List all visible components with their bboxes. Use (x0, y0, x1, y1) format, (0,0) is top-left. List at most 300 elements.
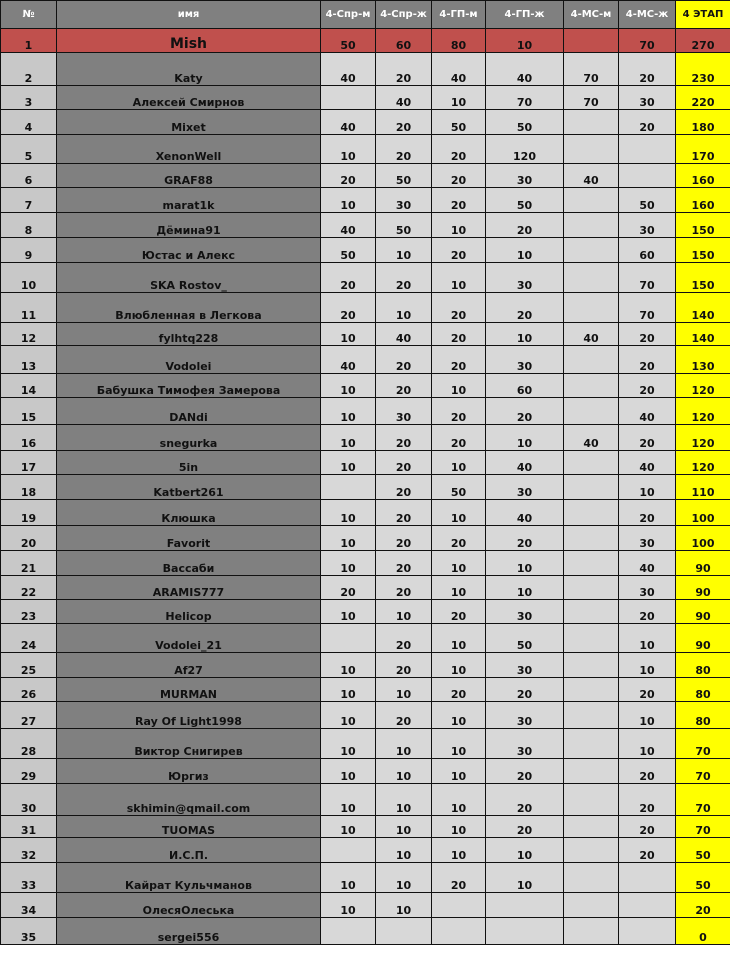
score-cell: 20 (432, 293, 486, 323)
player-name: Vodolei_21 (57, 624, 321, 653)
score-cell: 10 (321, 323, 376, 346)
player-name: sergei556 (57, 918, 321, 945)
table-row (1, 918, 730, 945)
score-cell: 10 (619, 653, 676, 678)
stage-total: 80 (676, 678, 730, 702)
stage-total: 150 (676, 238, 730, 263)
table-row (1, 729, 730, 759)
header-col-4: 4-ГП-ж (486, 1, 564, 29)
header-col-5: 4-МС-м (564, 1, 619, 29)
stage-total: 90 (676, 551, 730, 576)
row-number: 8 (1, 213, 57, 238)
score-cell: 10 (486, 238, 564, 263)
score-cell: 20 (619, 759, 676, 784)
score-cell: 40 (321, 213, 376, 238)
score-cell: 50 (432, 110, 486, 135)
score-cell: 20 (432, 238, 486, 263)
score-cell: 10 (376, 729, 432, 759)
table-row (1, 759, 730, 784)
score-cell: 70 (564, 86, 619, 110)
score-cell: 20 (619, 323, 676, 346)
score-cell: 10 (376, 784, 432, 816)
score-cell: 20 (432, 600, 486, 624)
player-name: Helicop (57, 600, 321, 624)
header-col-3: 4-ГП-м (432, 1, 486, 29)
row-number: 2 (1, 53, 57, 86)
score-cell: 10 (321, 702, 376, 729)
score-cell (619, 135, 676, 164)
player-name: marat1k (57, 188, 321, 213)
stage-total: 70 (676, 759, 730, 784)
row-number: 35 (1, 918, 57, 945)
score-cell: 10 (432, 759, 486, 784)
score-cell: 40 (564, 425, 619, 451)
score-cell (564, 213, 619, 238)
table-row (1, 323, 730, 346)
score-cell: 10 (432, 500, 486, 526)
score-cell: 20 (619, 600, 676, 624)
score-cell (619, 164, 676, 188)
score-cell: 60 (376, 29, 432, 53)
table-row (1, 576, 730, 600)
stage-total: 150 (676, 213, 730, 238)
score-cell: 50 (486, 188, 564, 213)
player-name: TUOMAS (57, 816, 321, 838)
row-number: 29 (1, 759, 57, 784)
score-cell: 120 (486, 135, 564, 164)
score-cell: 10 (321, 551, 376, 576)
table-row (1, 86, 730, 110)
table-row (1, 475, 730, 500)
row-number: 26 (1, 678, 57, 702)
score-cell: 20 (486, 816, 564, 838)
score-cell: 70 (564, 53, 619, 86)
stage-total: 160 (676, 188, 730, 213)
score-cell (564, 500, 619, 526)
player-name: Виктор Снигирев (57, 729, 321, 759)
player-name: Af27 (57, 653, 321, 678)
score-cell: 40 (619, 451, 676, 475)
score-cell: 50 (486, 110, 564, 135)
score-cell: 20 (619, 678, 676, 702)
table-row (1, 398, 730, 425)
score-cell: 10 (432, 784, 486, 816)
score-cell: 20 (321, 293, 376, 323)
stage-total: 140 (676, 323, 730, 346)
score-cell (321, 86, 376, 110)
score-cell: 20 (432, 526, 486, 551)
stage-total: 120 (676, 398, 730, 425)
score-cell: 10 (432, 86, 486, 110)
score-cell: 10 (321, 729, 376, 759)
score-cell (619, 918, 676, 945)
score-cell (619, 863, 676, 893)
score-cell: 30 (376, 398, 432, 425)
score-cell: 10 (321, 188, 376, 213)
score-cell: 20 (376, 451, 432, 475)
score-cell: 30 (376, 188, 432, 213)
table-row (1, 238, 730, 263)
player-name: fylhtq228 (57, 323, 321, 346)
stage-total: 70 (676, 729, 730, 759)
table-row (1, 135, 730, 164)
score-cell: 10 (321, 653, 376, 678)
score-cell: 40 (619, 551, 676, 576)
row-number: 7 (1, 188, 57, 213)
row-number: 25 (1, 653, 57, 678)
stage-total: 20 (676, 893, 730, 918)
score-cell (564, 838, 619, 863)
score-cell: 20 (486, 293, 564, 323)
score-cell: 20 (619, 425, 676, 451)
score-cell (432, 918, 486, 945)
score-cell: 20 (376, 135, 432, 164)
stage-total: 90 (676, 576, 730, 600)
stage-total: 90 (676, 600, 730, 624)
score-cell: 50 (321, 29, 376, 53)
stage-total: 180 (676, 110, 730, 135)
stage-total: 70 (676, 784, 730, 816)
score-cell: 40 (321, 53, 376, 86)
score-cell: 80 (432, 29, 486, 53)
score-cell: 60 (619, 238, 676, 263)
player-name: SKA Rostov_ (57, 263, 321, 293)
header-name: имя (57, 1, 321, 29)
score-cell: 10 (486, 863, 564, 893)
score-cell: 10 (432, 624, 486, 653)
row-number: 12 (1, 323, 57, 346)
header-row (1, 1, 730, 29)
row-number: 31 (1, 816, 57, 838)
score-cell: 10 (432, 263, 486, 293)
table-row (1, 293, 730, 323)
score-cell: 10 (432, 551, 486, 576)
score-cell (564, 863, 619, 893)
score-cell: 20 (376, 624, 432, 653)
row-number: 6 (1, 164, 57, 188)
score-cell: 30 (486, 600, 564, 624)
score-cell: 20 (432, 164, 486, 188)
score-cell (564, 475, 619, 500)
score-cell: 10 (321, 784, 376, 816)
score-cell (564, 816, 619, 838)
score-cell: 20 (432, 323, 486, 346)
score-cell: 20 (432, 188, 486, 213)
player-name: GRAF88 (57, 164, 321, 188)
row-number: 9 (1, 238, 57, 263)
score-cell: 50 (376, 213, 432, 238)
score-cell: 20 (376, 263, 432, 293)
score-cell: 20 (432, 425, 486, 451)
score-cell (321, 918, 376, 945)
score-cell: 40 (486, 500, 564, 526)
table-row (1, 29, 730, 53)
stage-total: 120 (676, 374, 730, 398)
score-cell: 40 (321, 110, 376, 135)
score-cell: 10 (321, 863, 376, 893)
row-number: 23 (1, 600, 57, 624)
table-row (1, 188, 730, 213)
score-cell: 40 (486, 451, 564, 475)
row-number: 28 (1, 729, 57, 759)
score-cell: 10 (376, 293, 432, 323)
score-cell: 20 (486, 678, 564, 702)
score-cell: 20 (376, 475, 432, 500)
row-number: 4 (1, 110, 57, 135)
score-cell: 20 (619, 784, 676, 816)
row-number: 30 (1, 784, 57, 816)
score-cell: 30 (486, 475, 564, 500)
player-name: Mish (57, 29, 321, 53)
player-name: Дёмина91 (57, 213, 321, 238)
score-cell: 30 (619, 576, 676, 600)
score-cell: 50 (619, 188, 676, 213)
score-cell: 10 (376, 759, 432, 784)
score-cell: 40 (321, 346, 376, 374)
row-number: 22 (1, 576, 57, 600)
score-cell: 20 (376, 425, 432, 451)
score-cell: 20 (321, 263, 376, 293)
score-cell (564, 346, 619, 374)
table-row (1, 863, 730, 893)
score-cell: 20 (376, 551, 432, 576)
player-name: Алексей Смирнов (57, 86, 321, 110)
stage-total: 170 (676, 135, 730, 164)
score-cell: 30 (486, 164, 564, 188)
player-name: Влюбленная в Легкова (57, 293, 321, 323)
score-cell: 20 (376, 500, 432, 526)
player-name: MURMAN (57, 678, 321, 702)
table-row (1, 346, 730, 374)
player-name: Вассаби (57, 551, 321, 576)
score-cell: 10 (321, 451, 376, 475)
table-row (1, 526, 730, 551)
score-cell (321, 624, 376, 653)
stage-total: 220 (676, 86, 730, 110)
score-cell: 20 (376, 653, 432, 678)
score-cell: 20 (376, 374, 432, 398)
stage-total: 160 (676, 164, 730, 188)
score-cell: 20 (486, 759, 564, 784)
score-cell: 10 (432, 702, 486, 729)
row-number: 13 (1, 346, 57, 374)
score-cell: 10 (321, 678, 376, 702)
stage-total: 110 (676, 475, 730, 500)
score-cell: 50 (432, 475, 486, 500)
row-number: 11 (1, 293, 57, 323)
table-row (1, 838, 730, 863)
player-name: ARAMIS777 (57, 576, 321, 600)
score-cell: 20 (432, 135, 486, 164)
score-cell: 20 (619, 53, 676, 86)
header-col-6: 4-МС-ж (619, 1, 676, 29)
row-number: 17 (1, 451, 57, 475)
score-cell: 20 (619, 110, 676, 135)
row-number: 16 (1, 425, 57, 451)
stage-total: 120 (676, 451, 730, 475)
stage-total: 130 (676, 346, 730, 374)
score-cell: 10 (432, 653, 486, 678)
stage-total: 80 (676, 653, 730, 678)
player-name: Бабушка Тимофея Замерова (57, 374, 321, 398)
table-row (1, 164, 730, 188)
score-cell: 20 (619, 838, 676, 863)
stage-total: 140 (676, 293, 730, 323)
score-cell (564, 135, 619, 164)
row-number: 10 (1, 263, 57, 293)
row-number: 21 (1, 551, 57, 576)
score-cell: 20 (432, 398, 486, 425)
score-cell: 10 (376, 678, 432, 702)
score-cell: 20 (376, 110, 432, 135)
score-cell (564, 551, 619, 576)
score-cell: 20 (619, 500, 676, 526)
score-cell: 40 (432, 53, 486, 86)
score-cell: 10 (376, 893, 432, 918)
score-cell: 20 (619, 346, 676, 374)
stage-total: 150 (676, 263, 730, 293)
score-cell: 10 (619, 729, 676, 759)
table-row (1, 263, 730, 293)
score-cell (486, 893, 564, 918)
header-col-2: 4-Спр-ж (376, 1, 432, 29)
score-cell: 10 (486, 425, 564, 451)
score-cell (564, 759, 619, 784)
score-cell: 10 (321, 398, 376, 425)
header-number: № (1, 1, 57, 29)
score-cell: 10 (432, 213, 486, 238)
stage-total: 70 (676, 816, 730, 838)
player-name: Клюшка (57, 500, 321, 526)
score-cell (564, 702, 619, 729)
score-cell (564, 576, 619, 600)
row-number: 5 (1, 135, 57, 164)
score-cell: 20 (321, 164, 376, 188)
stage-total: 90 (676, 624, 730, 653)
score-cell (564, 678, 619, 702)
player-name: И.С.П. (57, 838, 321, 863)
table-row (1, 451, 730, 475)
score-cell (564, 624, 619, 653)
stage-total: 100 (676, 526, 730, 551)
player-name: XenonWell (57, 135, 321, 164)
score-cell: 20 (432, 678, 486, 702)
score-cell: 10 (321, 135, 376, 164)
score-cell: 10 (432, 374, 486, 398)
stage-total: 50 (676, 838, 730, 863)
player-name: Katy (57, 53, 321, 86)
score-cell (564, 918, 619, 945)
score-cell: 10 (376, 863, 432, 893)
score-cell: 30 (486, 346, 564, 374)
score-cell: 20 (486, 526, 564, 551)
stage-total: 100 (676, 500, 730, 526)
score-cell (564, 729, 619, 759)
score-cell: 30 (486, 729, 564, 759)
score-cell: 10 (432, 576, 486, 600)
score-cell: 40 (564, 323, 619, 346)
row-number: 19 (1, 500, 57, 526)
table-row (1, 374, 730, 398)
header-col-1: 4-Спр-м (321, 1, 376, 29)
stage-total: 80 (676, 702, 730, 729)
stage-total: 50 (676, 863, 730, 893)
score-cell (564, 238, 619, 263)
score-cell: 10 (321, 893, 376, 918)
player-name: 5in (57, 451, 321, 475)
score-cell: 70 (619, 293, 676, 323)
score-cell (564, 293, 619, 323)
score-cell (376, 918, 432, 945)
table-row (1, 702, 730, 729)
score-cell (564, 784, 619, 816)
player-name: Ray Of Light1998 (57, 702, 321, 729)
score-cell: 40 (376, 323, 432, 346)
score-cell (564, 451, 619, 475)
score-cell: 30 (619, 526, 676, 551)
score-cell: 10 (321, 600, 376, 624)
score-cell (564, 29, 619, 53)
score-cell (564, 110, 619, 135)
player-name: Кайрат Кульчманов (57, 863, 321, 893)
score-cell: 50 (321, 238, 376, 263)
row-number: 1 (1, 29, 57, 53)
score-cell: 20 (486, 784, 564, 816)
table-row (1, 653, 730, 678)
score-cell (564, 600, 619, 624)
score-cell: 20 (486, 213, 564, 238)
score-cell (564, 526, 619, 551)
table-row (1, 110, 730, 135)
score-cell (564, 188, 619, 213)
score-cell: 10 (321, 526, 376, 551)
table-row (1, 816, 730, 838)
score-cell: 30 (486, 653, 564, 678)
score-cell: 10 (321, 374, 376, 398)
player-name: skhimin@qmail.com (57, 784, 321, 816)
score-cell: 40 (619, 398, 676, 425)
row-number: 34 (1, 893, 57, 918)
score-cell: 10 (432, 451, 486, 475)
player-name: ОлесяОлеська (57, 893, 321, 918)
score-cell: 10 (619, 624, 676, 653)
score-cell (564, 374, 619, 398)
score-cell: 10 (321, 759, 376, 784)
score-cell: 10 (486, 576, 564, 600)
score-cell (321, 475, 376, 500)
stage-total: 120 (676, 425, 730, 451)
player-name: Mixet (57, 110, 321, 135)
score-cell: 20 (376, 53, 432, 86)
score-cell: 10 (376, 838, 432, 863)
row-number: 24 (1, 624, 57, 653)
score-cell: 10 (321, 425, 376, 451)
score-cell: 10 (619, 702, 676, 729)
row-number: 3 (1, 86, 57, 110)
score-cell: 10 (486, 838, 564, 863)
row-number: 14 (1, 374, 57, 398)
stage-total: 0 (676, 918, 730, 945)
score-cell: 40 (486, 53, 564, 86)
table-row (1, 784, 730, 816)
score-cell: 60 (486, 374, 564, 398)
score-cell: 30 (619, 213, 676, 238)
table-row (1, 551, 730, 576)
table-row (1, 213, 730, 238)
score-cell: 10 (432, 838, 486, 863)
score-cell: 50 (376, 164, 432, 188)
table-row (1, 893, 730, 918)
